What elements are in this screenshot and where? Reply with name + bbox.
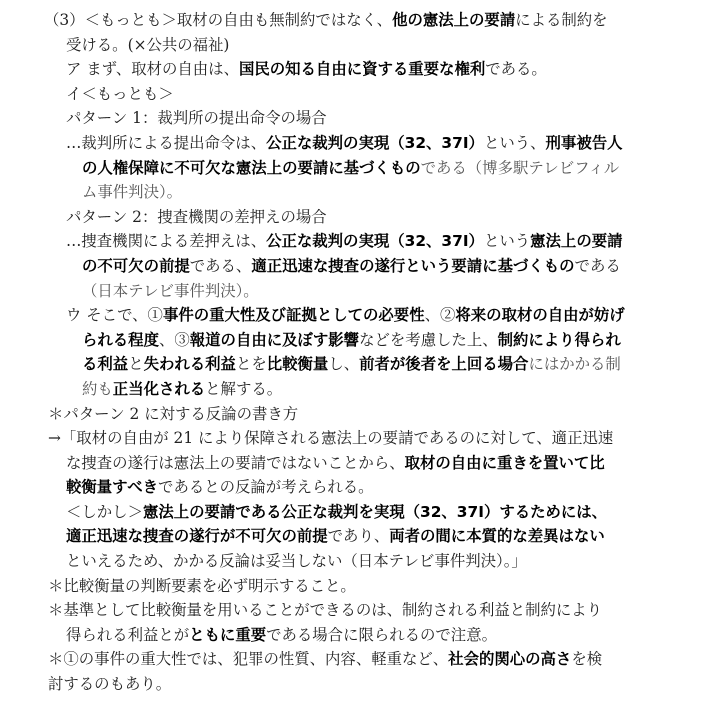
emphasis-text: 適正迅速な捜査の遂行という要請に基づくもの bbox=[251, 256, 575, 275]
text-line bbox=[48, 82, 685, 107]
text-line bbox=[48, 180, 685, 205]
emphasis-text: 憲法上の要請である公正な裁判を実現（32、37Ⅰ）するためには、 bbox=[142, 502, 608, 521]
text-line bbox=[48, 377, 685, 402]
body-text: ＊①の事件の重大性では、犯罪の性質、内容、軽重など、 bbox=[48, 650, 449, 669]
body-text: にはかかる制 bbox=[528, 355, 621, 374]
text-line bbox=[48, 402, 685, 427]
text-line bbox=[48, 647, 685, 672]
text-line bbox=[48, 500, 685, 525]
text-line bbox=[48, 451, 685, 476]
emphasis-text: 将来の取材の自由が妨げ bbox=[455, 306, 625, 325]
text-line bbox=[48, 328, 685, 353]
emphasis-text: 正当化される bbox=[112, 379, 206, 398]
emphasis-text: る利益 bbox=[82, 355, 129, 374]
emphasis-text: 刑事被告人 bbox=[545, 133, 623, 152]
body-text: ＜しかし＞ bbox=[66, 502, 143, 521]
emphasis-text: の不可欠の前提 bbox=[82, 256, 190, 275]
text-line bbox=[48, 352, 685, 377]
text-line bbox=[48, 279, 685, 304]
body-text: ＊比較衡量の判断要素を必ず明示すること。 bbox=[48, 576, 356, 595]
body-text: パターン 2：捜査機関の差押えの場合 bbox=[66, 207, 327, 226]
body-text: である。 bbox=[485, 60, 547, 79]
text-line bbox=[48, 549, 685, 574]
body-text: し、 bbox=[328, 355, 360, 374]
body-text: と bbox=[128, 355, 144, 374]
emphasis-text: 較衡量すべき bbox=[66, 478, 159, 497]
body-text: という bbox=[483, 232, 531, 251]
emphasis-text: られる程度 bbox=[82, 330, 159, 349]
text-line bbox=[48, 229, 685, 254]
body-text: とを bbox=[235, 355, 267, 374]
emphasis-text: 報道の自由に及ぼす影響 bbox=[189, 330, 360, 349]
emphasis-text: の人権保障に不可欠な憲法上の要請に基づくもの bbox=[82, 158, 421, 177]
text-line bbox=[48, 598, 685, 623]
body-text: →「取材の自由が 21 により保障される憲法上の要請であるのに対して、適正迅速 bbox=[48, 429, 614, 448]
body-text: などを考慮した上、 bbox=[359, 330, 498, 349]
body-text: である bbox=[574, 256, 621, 275]
emphasis-text: 公正な裁判の実現（32、37Ⅰ） bbox=[266, 133, 484, 152]
body-text: （3）＜もっとも＞取材の自由も無制約ではなく、 bbox=[44, 11, 393, 29]
text-line bbox=[44, 8, 685, 33]
text-line bbox=[48, 623, 685, 648]
text-line bbox=[48, 131, 685, 156]
text-line bbox=[48, 524, 685, 549]
emphasis-text: 憲法上の要請 bbox=[530, 232, 623, 251]
body-text: パターン 1：裁判所の提出命令の場合 bbox=[66, 109, 327, 128]
body-text: …捜査機関による差押えは、 bbox=[66, 232, 267, 251]
body-text: ム事件判決）。 bbox=[82, 183, 183, 202]
body-text: であるとの反論が考えられる。 bbox=[158, 478, 374, 497]
body-text: であり、 bbox=[327, 527, 390, 546]
emphasis-text: 社会的関心の高さ bbox=[448, 650, 572, 669]
body-text: …裁判所による提出命令は、 bbox=[66, 133, 267, 152]
text-line bbox=[48, 475, 685, 500]
emphasis-text: 適正迅速な捜査の遂行が不可欠の前提 bbox=[66, 527, 328, 546]
body-text: という、 bbox=[483, 133, 546, 152]
text-line bbox=[48, 33, 685, 58]
text-line bbox=[48, 106, 685, 131]
text-line bbox=[48, 672, 685, 697]
body-text: ア まず、取材の自由は、 bbox=[66, 60, 239, 79]
emphasis-text: 事件の重大性及び証拠としての必要性 bbox=[162, 306, 425, 325]
body-text: を検 bbox=[571, 650, 603, 669]
body-text: である場合に限られるので注意。 bbox=[266, 625, 497, 644]
emphasis-text: 他の憲法上の要請 bbox=[392, 11, 516, 29]
emphasis-text: 取材の自由に重きを置いて比 bbox=[404, 453, 605, 472]
text-line bbox=[48, 426, 685, 451]
text-line bbox=[48, 205, 685, 230]
emphasis-text: 公正な裁判の実現（32、37Ⅰ） bbox=[266, 232, 484, 251]
emphasis-text: 制約により得られ bbox=[497, 330, 621, 349]
body-text: 、② bbox=[424, 306, 456, 325]
body-text: である（博多駅テレビフィル bbox=[420, 158, 620, 177]
text-line bbox=[48, 156, 685, 181]
emphasis-text: 前者が後者を上回る場合 bbox=[359, 355, 529, 374]
body-text: である、 bbox=[189, 256, 252, 275]
emphasis-text: 両者の間に本質的な差異はない bbox=[389, 527, 605, 546]
body-text: といえるため、かかる反論は妥当しない（日本テレビ事件判決）。」 bbox=[66, 552, 527, 571]
body-text: と解する。 bbox=[205, 379, 283, 398]
body-text: 、③ bbox=[158, 330, 190, 349]
text-line bbox=[48, 574, 685, 599]
body-text: （日本テレビ事件判決）。 bbox=[82, 281, 259, 300]
text-line bbox=[48, 303, 685, 328]
emphasis-text: ともに重要 bbox=[189, 625, 267, 644]
body-text: 受ける。(×公共の福祉) bbox=[66, 35, 230, 54]
body-text: 約も bbox=[82, 379, 113, 398]
text-line bbox=[48, 57, 685, 82]
body-text: な捜査の遂行は憲法上の要請ではないことから、 bbox=[66, 453, 405, 472]
text-line bbox=[48, 254, 685, 279]
body-text: イ＜もっとも＞ bbox=[66, 84, 174, 103]
emphasis-text: 国民の知る自由に資する重要な権利 bbox=[238, 60, 486, 79]
emphasis-text: 比較衡量 bbox=[266, 355, 329, 374]
body-text: ＊基準として比較衡量を用いることができるのは、制約される利益と制約により bbox=[48, 601, 603, 620]
body-text: ＊パターン 2 に対する反論の書き方 bbox=[48, 404, 299, 423]
body-text: 得られる利益とが bbox=[66, 625, 190, 644]
body-text: 討するのもあり。 bbox=[48, 675, 172, 694]
emphasis-text: 失われる利益 bbox=[143, 355, 236, 374]
body-text: による制約を bbox=[515, 11, 608, 29]
body-text: ウ そこで、① bbox=[66, 306, 163, 325]
